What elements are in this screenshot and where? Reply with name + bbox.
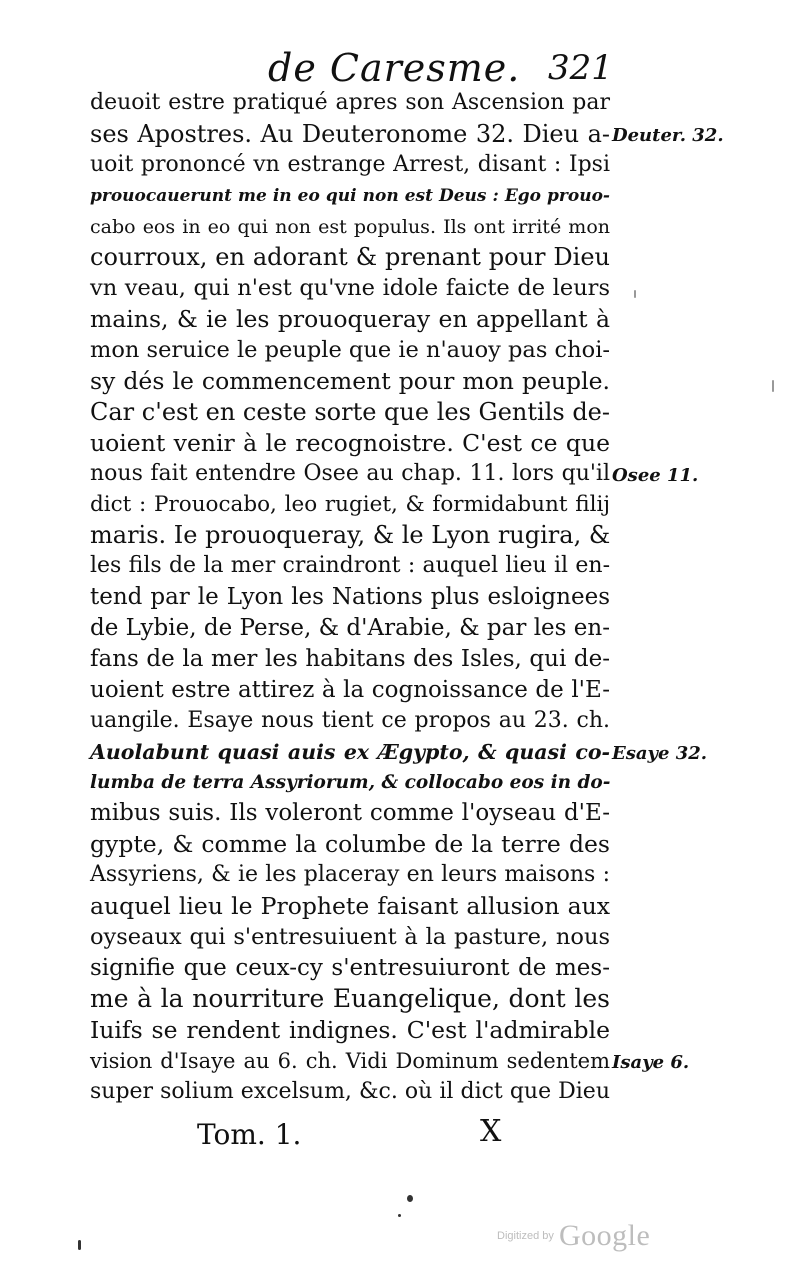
- text-line: sy dés le commencement pour mon peuple.: [90, 367, 610, 396]
- text-line: maris. Ie prouoqueray, & le Lyon rugira, &: [90, 521, 611, 550]
- text-line: Car c'est en ceste sorte que les Gentils de-: [90, 397, 610, 426]
- text-line: dict : Prouocabo, leo rugiet, & formidabunt filij: [90, 491, 610, 517]
- ink-speck: [78, 1240, 81, 1250]
- text-line: mains, & ie les prouoqueray en appellant à: [90, 305, 610, 334]
- text-line: les fils de la mer craindront : auquel lieu il en-: [90, 553, 610, 579]
- text-line: oyseaux qui s'entresuiuent à la pasture, nous: [90, 924, 610, 951]
- margin-note: Isaye 6.: [612, 1051, 690, 1073]
- text-line: lumba de terra Assyriorum, & collocabo eos in do-: [90, 771, 611, 793]
- text-line: deuoit estre pratiqué apres son Ascension par: [90, 90, 610, 115]
- digitized-watermark: [497, 1219, 650, 1253]
- text-line: Auolabunt quasi auis ex Ægypto, & quasi co-: [90, 739, 610, 764]
- ink-speck: [398, 1214, 401, 1217]
- ink-speck: [772, 380, 774, 392]
- text-line: uoient venir à le recognoistre. C'est ce que: [90, 428, 610, 457]
- text-line: nous fait entendre Osee au chap. 11. lors qu'il: [90, 460, 610, 486]
- text-line: uangile. Esaye nous tient ce propos au 23. ch.: [90, 707, 610, 733]
- running-title: de Caresme.: [268, 46, 521, 90]
- text-line: me à la nourriture Euangelique, dont les: [90, 983, 610, 1013]
- text-line: vn veau, qui n'est qu'vne idole faicte de leurs: [90, 275, 610, 302]
- text-line: uoit prononcé vn estrange Arrest, disant : Ipsi: [90, 151, 610, 177]
- text-line: signifie que ceux-cy s'entresuiuront de mes-: [90, 954, 610, 981]
- text-line: prouocauerunt me in eo qui non est Deus : Ego prouo-: [90, 185, 610, 206]
- text-line: auquel lieu le Prophete faisant allusion aux: [90, 892, 610, 921]
- ink-speck: [634, 290, 636, 298]
- watermark-prefix: Digitized by: [497, 1230, 554, 1242]
- page-footer: [0, 1114, 787, 1158]
- text-line: gypte, & comme la columbe de la terre des: [90, 830, 610, 859]
- text-line: mibus suis. Ils voleront comme l'oyseau d'E-: [90, 800, 610, 827]
- text-line: de Lybie, de Perse, & d'Arabie, & par les en-: [90, 615, 610, 642]
- margin-note: Osee 11.: [612, 464, 699, 486]
- text-line: tend par le Lyon les Nations plus esloignees: [90, 584, 610, 611]
- margin-note: Deuter. 32.: [612, 124, 724, 146]
- text-line: vision d'Isaye au 6. ch. Vidi Dominum sedentem: [90, 1048, 610, 1073]
- text-line: ses Apostres. Au Deuteronome 32. Dieu a-: [90, 119, 610, 148]
- text-line: Iuifs se rendent indignes. C'est l'admirable: [90, 1015, 610, 1044]
- signature-mark: Tom. 1.: [197, 1118, 302, 1151]
- text-line: Assyriens, & ie les placeray en leurs maisons :: [90, 862, 610, 888]
- text-line: mon seruice le peuple que ie n'auoy pas choi-: [90, 337, 610, 364]
- margin-note: Esaye 32.: [612, 742, 708, 764]
- text-line: courroux, en adorant & prenant pour Dieu: [90, 243, 610, 272]
- catchword: X: [480, 1114, 502, 1149]
- text-line: cabo eos in eo qui non est populus. Ils ont irrité mon: [90, 215, 610, 238]
- google-logo: Google: [558, 1219, 651, 1252]
- ink-speck: [407, 1195, 413, 1202]
- page-number: 321: [548, 48, 613, 88]
- text-line: super solium excelsum, &c. où il dict que Dieu: [90, 1078, 610, 1104]
- text-line: uoient estre attirez à la cognoissance de l'E-: [90, 676, 610, 703]
- text-line: fans de la mer les habitans des Isles, qui de-: [90, 646, 610, 673]
- body-text: [90, 88, 610, 1107]
- page-header: [0, 46, 787, 92]
